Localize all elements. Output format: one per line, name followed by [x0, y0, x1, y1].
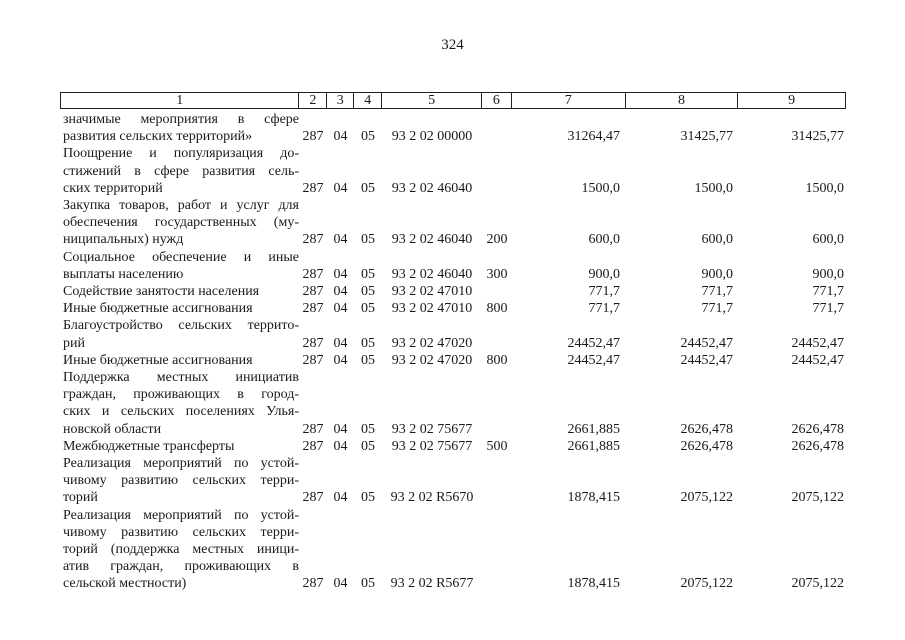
cell-amount-col9: 2075,122: [791, 576, 844, 592]
cell-podrazdel: 05: [361, 438, 375, 454]
cell-amount-col9: 600,0: [812, 232, 844, 248]
cell-razdel: 04: [333, 266, 348, 282]
cell-glav: 287: [302, 490, 324, 506]
table-row: [60, 352, 846, 369]
cell-razdel: 04: [333, 438, 348, 454]
cell-target-article: 93 2 02 R5670: [390, 490, 474, 506]
cell-amount-col9: 24452,47: [791, 335, 844, 351]
header-col-6: 6: [482, 93, 512, 108]
table-row: [60, 438, 846, 455]
header-col-3: 3: [327, 93, 354, 108]
row-description: [60, 352, 299, 369]
description-line: Поддержка местных инициатив: [63, 370, 299, 386]
cell-podrazdel: 05: [361, 490, 375, 506]
description-line: обеспечения государственных (му-: [63, 215, 299, 231]
cell-amount-col8: 900,0: [701, 266, 733, 282]
cell-podrazdel: 05: [361, 266, 375, 282]
cell-amount-col8: 2626,478: [680, 421, 733, 437]
cell-podrazdel: 05: [361, 335, 375, 351]
cell-amount-col8: 24452,47: [680, 335, 733, 351]
cell-amount-col8: 31425,77: [680, 129, 733, 145]
cell-amount-col9: 900,0: [812, 266, 844, 282]
header-col-8: 8: [626, 93, 739, 108]
cell-podrazdel: 05: [361, 421, 375, 437]
table-row: [60, 111, 846, 145]
row-description: [60, 507, 299, 593]
cell-expense-type: 800: [486, 301, 508, 317]
description-line: Реализация мероприятий по устой-: [63, 507, 299, 523]
cell-amount-col8: 2626,478: [680, 438, 733, 454]
cell-target-article: 93 2 02 47010: [391, 284, 473, 300]
table-row: [60, 455, 846, 507]
cell-glav: 287: [302, 232, 324, 248]
description-line: Благоустройство сельских террито-: [63, 318, 299, 334]
row-description: [60, 249, 299, 283]
cell-amount-col7: 24452,47: [567, 352, 620, 368]
cell-glav: 287: [302, 284, 324, 300]
row-description: [60, 317, 299, 351]
cell-podrazdel: 05: [361, 352, 375, 368]
description-line: значимые мероприятия в сфере: [63, 112, 299, 127]
cell-amount-col9: 24452,47: [791, 352, 844, 368]
cell-glav: 287: [302, 438, 324, 454]
cell-amount-col7: 1878,415: [567, 576, 620, 592]
row-description: [60, 455, 299, 507]
cell-amount-col9: 771,7: [812, 301, 844, 317]
description-line: сельской местности): [63, 576, 187, 592]
description-line: ниципальных) нужд: [63, 232, 184, 248]
cell-amount-col8: 2075,122: [680, 576, 733, 592]
cell-amount-col9: 2626,478: [791, 438, 844, 454]
cell-amount-col9: 771,7: [812, 284, 844, 300]
cell-target-article: 93 2 02 47020: [391, 335, 473, 351]
header-col-2: 2: [299, 93, 327, 108]
table-row: [60, 369, 846, 438]
cell-amount-col7: 2661,885: [567, 421, 620, 437]
description-line: граждан, проживающих в город-: [63, 387, 299, 403]
row-description: [60, 111, 299, 145]
cell-glav: 287: [302, 352, 324, 368]
table-row: [60, 317, 846, 351]
cell-target-article: 93 2 02 75677: [391, 438, 473, 454]
cell-expense-type: 300: [486, 266, 508, 282]
description-line: Межбюджетные трансферты: [63, 438, 235, 454]
cell-amount-col9: 2075,122: [791, 490, 844, 506]
cell-glav: 287: [302, 301, 324, 317]
description-line: Содействие занятости населения: [63, 284, 260, 300]
cell-glav: 287: [302, 421, 324, 437]
description-line: новской области: [63, 421, 162, 437]
description-line: Закупка товаров, работ и услуг для: [63, 198, 299, 214]
description-line: Иные бюджетные ассигнования: [63, 352, 253, 368]
row-description: [60, 197, 299, 249]
cell-amount-col7: 2661,885: [567, 438, 620, 454]
cell-razdel: 04: [333, 129, 348, 145]
cell-razdel: 04: [333, 301, 348, 317]
cell-podrazdel: 05: [361, 129, 375, 145]
cell-amount-col7: 771,7: [588, 301, 620, 317]
table-row: [60, 145, 846, 197]
cell-podrazdel: 05: [361, 180, 375, 196]
cell-glav: 287: [302, 576, 324, 592]
cell-podrazdel: 05: [361, 284, 375, 300]
cell-razdel: 04: [333, 284, 348, 300]
page-number: 324: [441, 37, 464, 53]
cell-amount-col9: 1500,0: [805, 180, 844, 196]
description-line: развития сельских территорий»: [63, 129, 253, 145]
cell-target-article: 93 2 02 75677: [391, 421, 473, 437]
cell-glav: 287: [302, 180, 324, 196]
description-line: ских территорий: [63, 180, 163, 196]
cell-razdel: 04: [333, 352, 348, 368]
cell-razdel: 04: [333, 490, 348, 506]
description-line: Социальное обеспечение и иные: [63, 249, 299, 265]
cell-target-article: 93 2 02 46040: [391, 266, 473, 282]
table-body: [60, 111, 846, 593]
description-line: торий: [63, 490, 98, 506]
header-col-5: 5: [382, 93, 482, 108]
row-description: [60, 369, 299, 438]
cell-podrazdel: 05: [361, 576, 375, 592]
cell-amount-col7: 24452,47: [567, 335, 620, 351]
table-row: [60, 197, 846, 249]
cell-amount-col8: 1500,0: [694, 180, 733, 196]
cell-expense-type: 500: [486, 438, 508, 454]
description-line: Поощрение и популяризация до-: [63, 146, 299, 162]
cell-razdel: 04: [333, 180, 348, 196]
cell-target-article: 93 2 02 47020: [391, 352, 473, 368]
cell-glav: 287: [302, 335, 324, 351]
cell-target-article: 93 2 02 00000: [391, 129, 473, 145]
row-description: [60, 300, 299, 317]
cell-podrazdel: 05: [361, 232, 375, 248]
table-row: [60, 507, 846, 593]
table-header: [60, 92, 846, 109]
cell-amount-col9: 2626,478: [791, 421, 844, 437]
cell-razdel: 04: [333, 335, 348, 351]
cell-amount-col8: 771,7: [701, 284, 733, 300]
cell-expense-type: 200: [486, 232, 508, 248]
cell-amount-col7: 900,0: [588, 266, 620, 282]
description-line: Иные бюджетные ассигнования: [63, 301, 253, 317]
cell-target-article: 93 2 02 46040: [391, 232, 473, 248]
table-row: [60, 283, 846, 300]
cell-target-article: 93 2 02 46040: [391, 180, 473, 196]
cell-podrazdel: 05: [361, 301, 375, 317]
description-line: стижений в сфере развития сель-: [63, 163, 299, 179]
description-line: чивому развитию сельских терри-: [63, 524, 299, 540]
header-col-7: 7: [512, 93, 626, 108]
cell-razdel: 04: [333, 576, 348, 592]
table-row: [60, 300, 846, 317]
description-line: рий: [63, 335, 85, 351]
table-row: [60, 249, 846, 283]
cell-amount-col8: 771,7: [701, 301, 733, 317]
cell-amount-col8: 2075,122: [680, 490, 733, 506]
header-col-4: 4: [354, 93, 382, 108]
cell-expense-type: 800: [486, 352, 508, 368]
cell-amount-col8: 24452,47: [680, 352, 733, 368]
cell-amount-col7: 600,0: [588, 232, 620, 248]
cell-amount-col7: 771,7: [588, 284, 620, 300]
description-line: чивому развитию сельских терри-: [63, 473, 299, 489]
description-line: торий (поддержка местных иници-: [63, 542, 299, 558]
cell-glav: 287: [302, 129, 324, 145]
cell-razdel: 04: [333, 421, 348, 437]
description-line: выплаты населению: [63, 266, 184, 282]
description-line: ских и сельских поселениях Улья-: [63, 404, 299, 420]
cell-amount-col8: 600,0: [701, 232, 733, 248]
cell-razdel: 04: [333, 232, 348, 248]
row-description: [60, 283, 299, 300]
description-line: атив граждан, проживающих в: [63, 559, 299, 575]
cell-target-article: 93 2 02 R5677: [390, 576, 474, 592]
cell-amount-col7: 1878,415: [567, 490, 620, 506]
row-description: [60, 145, 299, 197]
header-col-1: 1: [61, 93, 299, 108]
cell-glav: 287: [302, 266, 324, 282]
cell-target-article: 93 2 02 47010: [391, 301, 473, 317]
cell-amount-col7: 1500,0: [581, 180, 620, 196]
row-description: [60, 438, 299, 455]
header-col-9: 9: [788, 93, 796, 108]
cell-amount-col7: 31264,47: [567, 129, 620, 145]
cell-amount-col9: 31425,77: [791, 129, 844, 145]
description-line: Реализация мероприятий по устой-: [63, 456, 299, 472]
